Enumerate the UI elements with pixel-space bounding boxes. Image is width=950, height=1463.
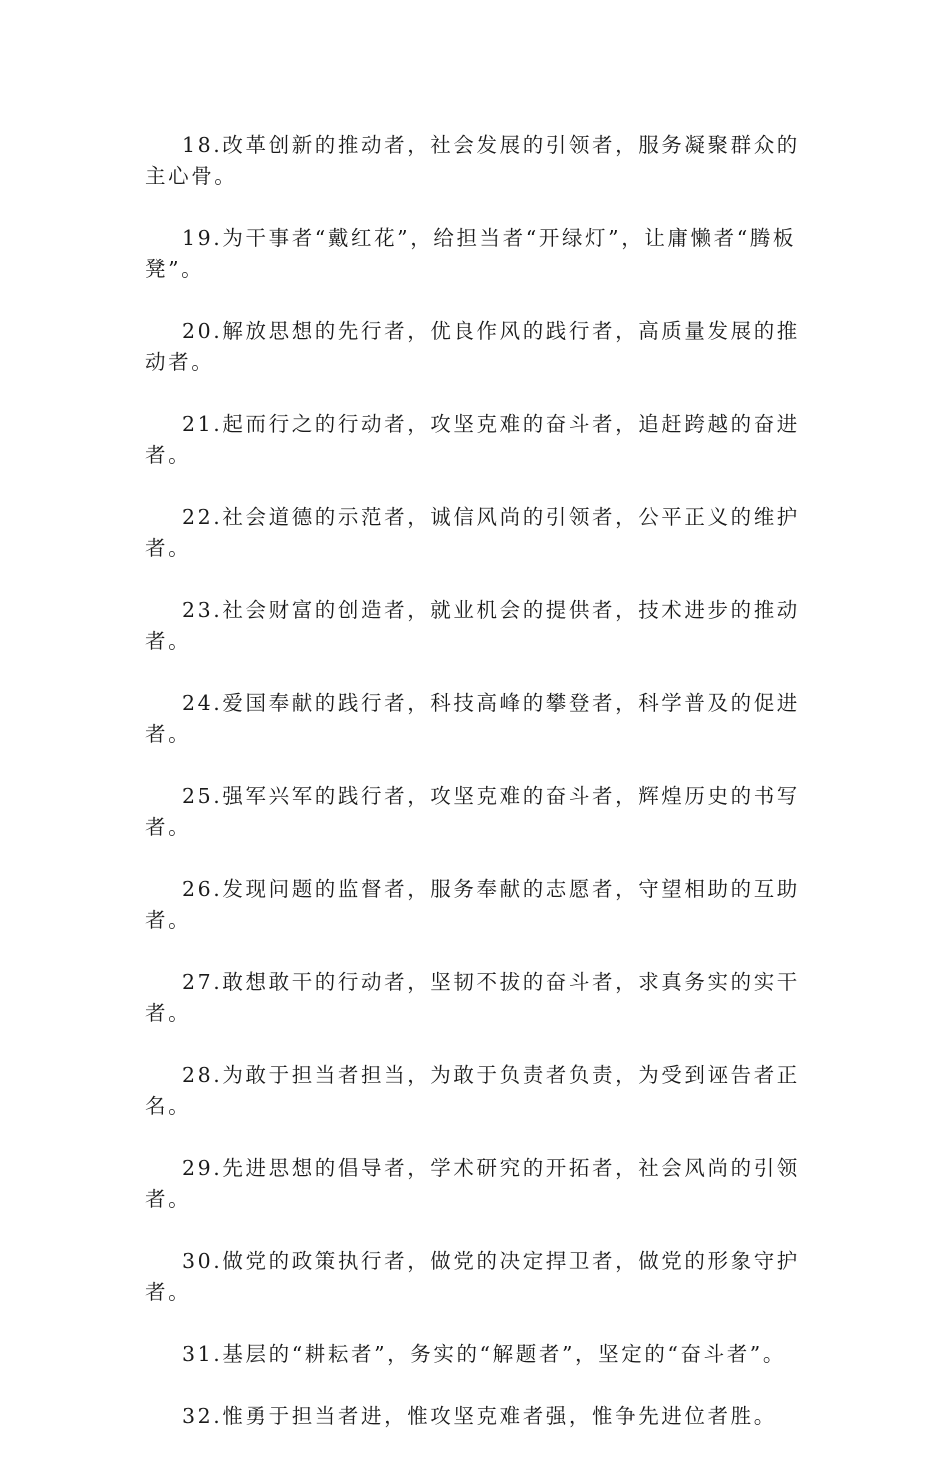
list-item-32: 32.惟勇于担当者进，惟攻坚克难者强，惟争先进位者胜。: [182, 1404, 777, 1428]
list-item-24: 24.爱国奉献的践行者，科技高峰的攀登者，科学普及的促进者。: [145, 691, 800, 746]
list-item-28: 28.为敢于担当者担当，为敢于负责者负责，为受到诬告者正名。: [145, 1063, 800, 1118]
list-item-19: 19.为干事者“戴红花”，给担当者“开绿灯”，让庸懒者“腾板凳”。: [145, 226, 797, 281]
list-item-22: 22.社会道德的示范者，诚信风尚的引领者，公平正义的维护者。: [145, 505, 800, 560]
list-item-30: 30.做党的政策执行者，做党的决定捍卫者，做党的形象守护者。: [145, 1249, 800, 1304]
list-item-29: 29.先进思想的倡导者，学术研究的开拓者，社会风尚的引领者。: [145, 1156, 800, 1211]
text-body: [145, 130, 810, 1463]
list-item-26: 26.发现问题的监督者，服务奉献的志愿者，守望相助的互助者。: [145, 877, 800, 932]
list-item-31: 31.基层的“耕耘者”，务实的“解题者”，坚定的“奋斗者”。: [182, 1342, 786, 1366]
list-item-21: 21.起而行之的行动者，攻坚克难的奋斗者，追赶跨越的奋进者。: [145, 412, 800, 467]
list-item-27: 27.敢想敢干的行动者，坚韧不拔的奋斗者，求真务实的实干者。: [145, 970, 800, 1025]
list-item-20: 20.解放思想的先行者，优良作风的践行者，高质量发展的推动者。: [145, 319, 800, 374]
list-item-23: 23.社会财富的创造者，就业机会的提供者，技术进步的推动者。: [145, 598, 800, 653]
list-item-25: 25.强军兴军的践行者，攻坚克难的奋斗者，辉煌历史的书写者。: [145, 784, 800, 839]
list-item-18: 18.改革创新的推动者，社会发展的引领者，服务凝聚群众的主心骨。: [145, 133, 800, 188]
